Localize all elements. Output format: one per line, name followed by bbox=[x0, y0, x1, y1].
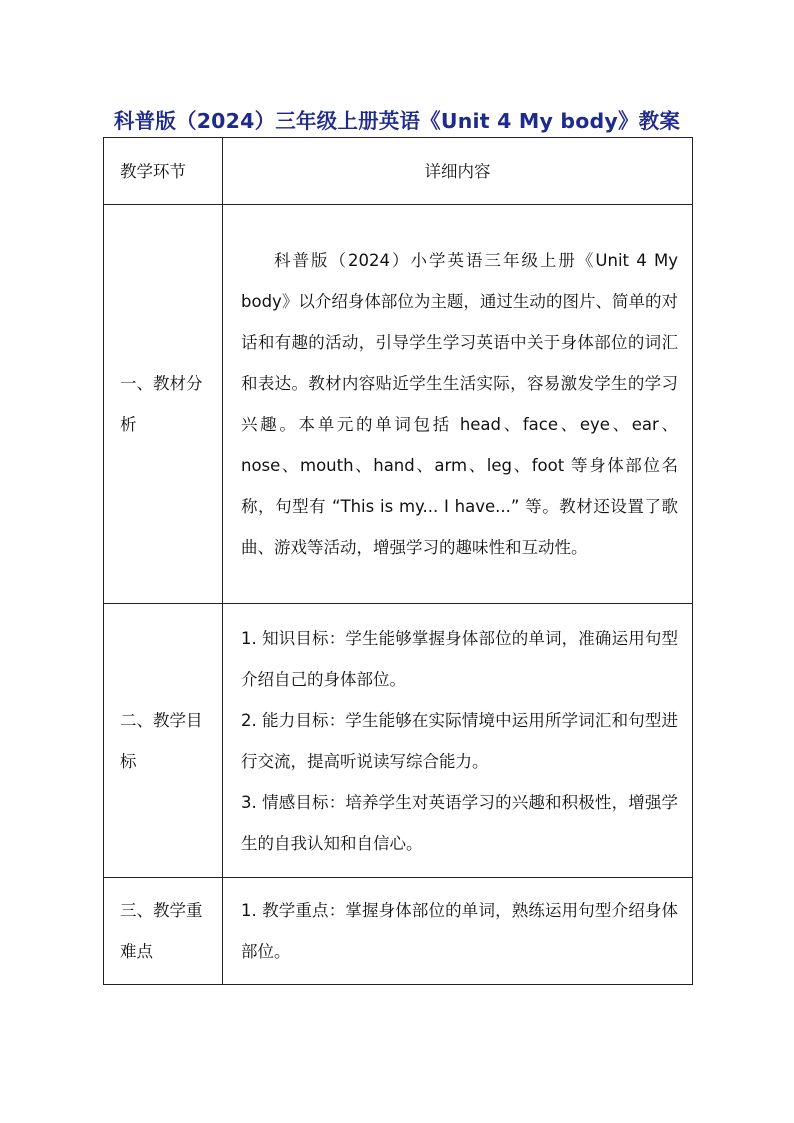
row-label: 二、教学目标 bbox=[104, 604, 223, 878]
row-content bbox=[223, 878, 693, 985]
document-title: 科普版（2024）三年级上册英语《Unit 4 My body》教案 bbox=[113, 109, 681, 133]
row-content bbox=[223, 604, 693, 878]
table-header-row bbox=[104, 138, 693, 205]
lesson-plan-table bbox=[103, 137, 693, 985]
table-row-key-points bbox=[104, 878, 693, 985]
analysis-paragraph: 科普版（2024）小学英语三年级上册《Unit 4 My body》以介绍身体部位为主题，通过生动的图片、简单的对话和有趣的活动，引导学生学习英语中关于身体部位的词汇和表达。教材内容贴近学生生活实际，容易激发学生的学习兴趣。本单元的单词包括 head、face、eye、ear、nose、mouth、hand、arm、leg、foot 等身体部位名称，句型有 “This is my... I have...” 等。教材还设置了歌曲、游戏等活动，增强学习的趣味性和互动性。 bbox=[241, 251, 678, 557]
table-row-textbook-analysis bbox=[104, 205, 693, 604]
goal-ability: 2. 能力目标：学生能够在实际情境中运用所学词汇和句型进行交流，提高听说读写综合能力。 bbox=[241, 710, 678, 771]
row-label: 一、教材分析 bbox=[104, 205, 223, 604]
goal-knowledge: 1. 知识目标：学生能够掌握身体部位的单词，准确运用句型介绍自己的身体部位。 bbox=[241, 628, 678, 689]
row-content bbox=[223, 205, 693, 604]
table-row-teaching-goals bbox=[104, 604, 693, 878]
header-section: 教学环节 bbox=[104, 138, 223, 205]
row-label: 三、教学重难点 bbox=[104, 878, 223, 985]
header-content: 详细内容 bbox=[223, 138, 693, 205]
key-point: 1. 教学重点：掌握身体部位的单词，熟练运用句型介绍身体部位。 bbox=[241, 901, 678, 961]
goal-emotion: 3. 情感目标：培养学生对英语学习的兴趣和积极性，增强学生的自我认知和自信心。 bbox=[241, 792, 678, 853]
